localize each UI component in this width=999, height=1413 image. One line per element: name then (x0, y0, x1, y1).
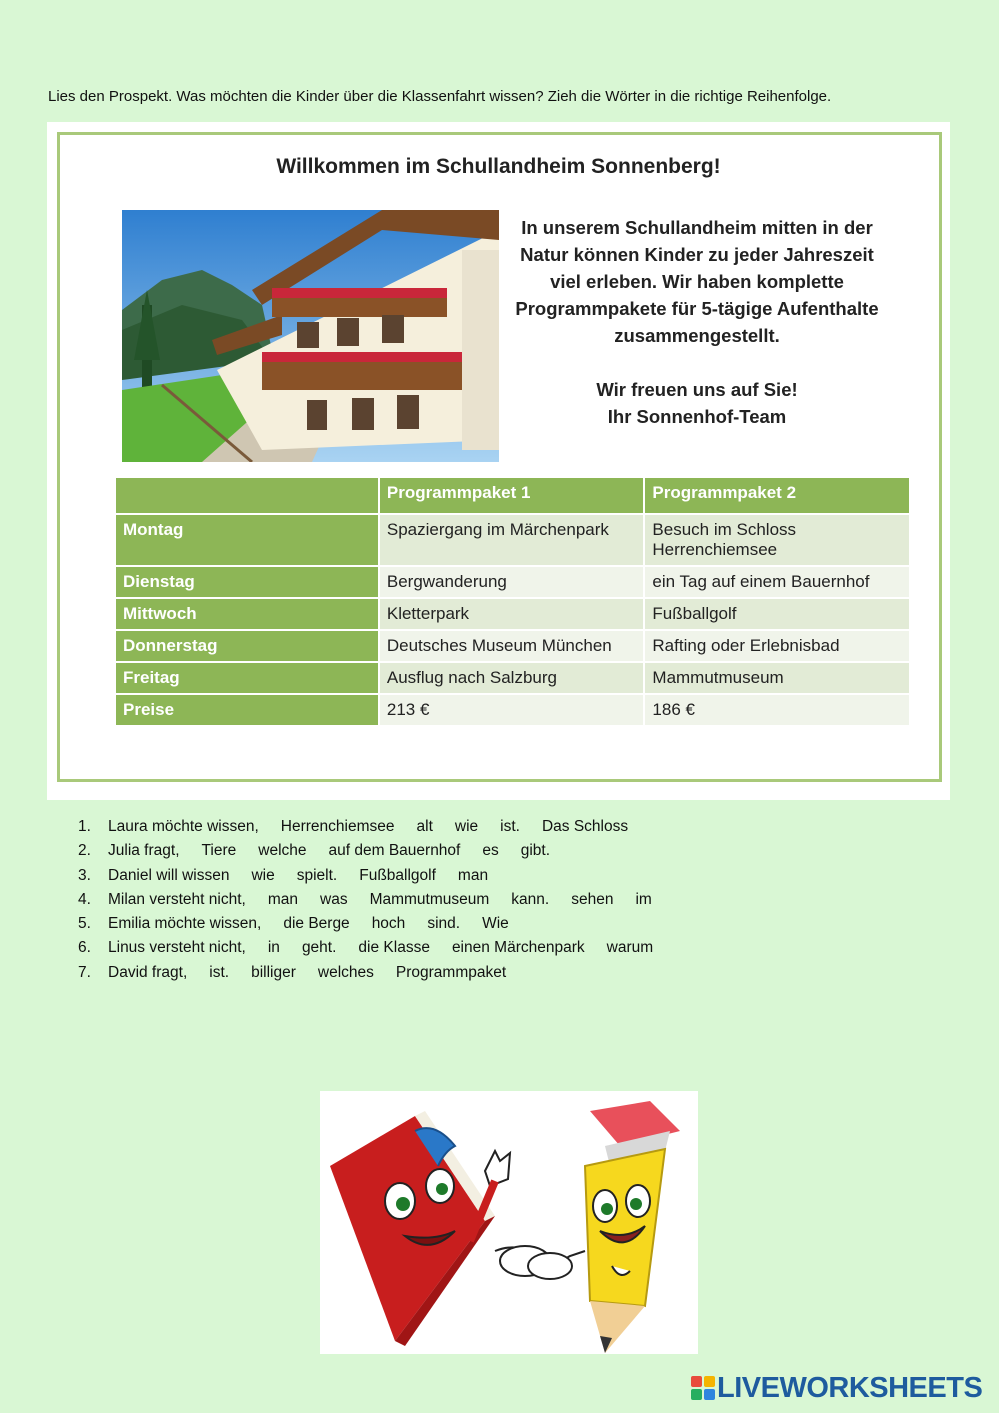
exercise-number: 2. (78, 842, 91, 860)
table-row-day: Freitag (115, 662, 379, 694)
table-cell-package-1: Kletterpark (379, 598, 645, 630)
exercise-item (78, 867, 675, 891)
sentence-start: David fragt, (108, 963, 188, 981)
sentence-start: Laura möchte wissen, (108, 818, 259, 835)
draggable-word[interactable]: welche (258, 842, 307, 860)
table-cell-package-1: Spaziergang im Märchenpark (379, 514, 645, 566)
program-table (114, 476, 911, 727)
exercise-number: 3. (78, 866, 91, 884)
draggable-word[interactable]: im (635, 890, 652, 908)
sentence-start: Julia fragt, (108, 842, 180, 860)
draggable-word[interactable]: wie (251, 866, 275, 884)
table-cell-package-2: Mammutmuseum (644, 662, 910, 694)
greeting-line-2: Ihr Sonnenhof-Team (607, 406, 787, 427)
intro-text: In unserem Schullandheim mitten in der Natur können Kinder zu jeder Jahreszeit viel erleben. Wir haben komplette Programmpakete für 5-tägige Aufenthalte zusammengestellt. (515, 217, 879, 346)
exercise-item (78, 964, 675, 988)
draggable-word[interactable]: in (267, 939, 280, 957)
draggable-word[interactable]: hoch (371, 915, 406, 933)
table-cell-package-2: Rafting oder Erlebnisbad (644, 630, 910, 662)
draggable-word[interactable]: Mammutmuseum (369, 890, 490, 908)
draggable-word[interactable]: die Klasse (358, 939, 430, 957)
exercise-item (78, 818, 675, 842)
draggable-word[interactable]: was (320, 890, 348, 908)
table-row (115, 630, 910, 662)
draggable-word[interactable]: Fußballgolf (359, 866, 436, 884)
draggable-word[interactable]: sind. (427, 915, 461, 933)
draggable-word[interactable]: welches (317, 963, 374, 981)
sentence-start: Emilia möchte wissen, (108, 915, 262, 933)
draggable-word[interactable]: kann. (511, 890, 550, 908)
draggable-word[interactable]: gibt. (520, 842, 551, 860)
exercise-item (78, 891, 675, 915)
logo-text: LIVEWORKSHEETS (717, 1371, 983, 1404)
table-row (115, 598, 910, 630)
draggable-word[interactable]: Programmpaket (395, 963, 507, 981)
table-row (115, 662, 910, 694)
liveworksheets-logo (691, 1373, 982, 1403)
draggable-word[interactable]: die Berge (283, 915, 350, 933)
exercise-number: 4. (78, 890, 91, 908)
greeting-line-1: Wir freuen uns auf Sie! (596, 379, 798, 400)
draggable-word[interactable]: wie (454, 818, 479, 835)
exercise-number: 7. (78, 963, 91, 981)
exercise-item (78, 842, 675, 866)
draggable-word[interactable]: sehen (571, 890, 614, 908)
draggable-word[interactable]: alt (416, 818, 433, 835)
draggable-word[interactable]: spielt. (296, 866, 338, 884)
table-row-day: Mittwoch (115, 598, 379, 630)
table-row-day: Preise (115, 694, 379, 726)
exercise-item (78, 939, 675, 963)
table-cell-package-1: Deutsches Museum München (379, 630, 645, 662)
table-cell-package-2: ein Tag auf einem Bauernhof (644, 566, 910, 598)
exercise-number: 6. (78, 939, 91, 957)
table-row (115, 514, 910, 566)
draggable-word[interactable]: ist. (209, 963, 230, 981)
table-row-day: Montag (115, 514, 379, 566)
exercise-item (78, 915, 675, 939)
exercise-list (78, 818, 675, 988)
brochure (47, 122, 950, 800)
draggable-word[interactable]: einen Märchenpark (451, 939, 585, 957)
draggable-word[interactable]: es (482, 842, 499, 860)
table-row-day: Donnerstag (115, 630, 379, 662)
draggable-word[interactable]: auf dem Bauernhof (328, 842, 461, 860)
table-row (115, 566, 910, 598)
table-cell-package-2: Fußballgolf (644, 598, 910, 630)
table-cell-package-1: Ausflug nach Salzburg (379, 662, 645, 694)
draggable-word[interactable]: Tiere (201, 842, 237, 860)
draggable-word[interactable]: warum (606, 939, 654, 957)
table-cell-package-2: Besuch im Schloss Herrenchiemsee (644, 514, 910, 566)
exercise-number: 5. (78, 915, 91, 933)
guesthouse-photo (122, 210, 499, 462)
draggable-word[interactable]: Das Schloss (541, 818, 629, 835)
book-and-pencil-illustration (320, 1091, 698, 1354)
sentence-start: Linus versteht nicht, (108, 939, 246, 957)
table-cell-package-1: Bergwanderung (379, 566, 645, 598)
draggable-word[interactable]: billiger (251, 963, 296, 981)
draggable-word[interactable]: man (267, 890, 298, 908)
draggable-word[interactable]: geht. (301, 939, 337, 957)
table-row-day: Dienstag (115, 566, 379, 598)
draggable-word[interactable]: Wie (482, 915, 509, 933)
logo-mark-icon (691, 1376, 715, 1400)
table-row-prices (115, 694, 910, 726)
draggable-word[interactable]: Herrenchiemsee (280, 818, 395, 835)
table-cell-package-1: 213 € (379, 694, 645, 726)
draggable-word[interactable]: ist. (500, 818, 520, 835)
table-cell-package-2: 186 € (644, 694, 910, 726)
brochure-title: Willkommen im Schullandheim Sonnenberg! (276, 155, 721, 178)
instruction-text: Lies den Prospekt. Was möchten die Kinder über die Klassenfahrt wissen? Zieh die Wörter in die richtige Reihenfolge. (48, 88, 832, 105)
exercise-number: 1. (78, 818, 91, 835)
table-header-row (115, 477, 910, 514)
brochure-intro (507, 214, 887, 430)
table-header-package-1: Programmpaket 1 (379, 477, 645, 514)
sentence-start: Daniel will wissen (108, 866, 230, 884)
table-header-package-2: Programmpaket 2 (644, 477, 910, 514)
sentence-start: Milan versteht nicht, (108, 890, 246, 908)
table-header-empty (115, 477, 379, 514)
draggable-word[interactable]: man (457, 866, 489, 884)
